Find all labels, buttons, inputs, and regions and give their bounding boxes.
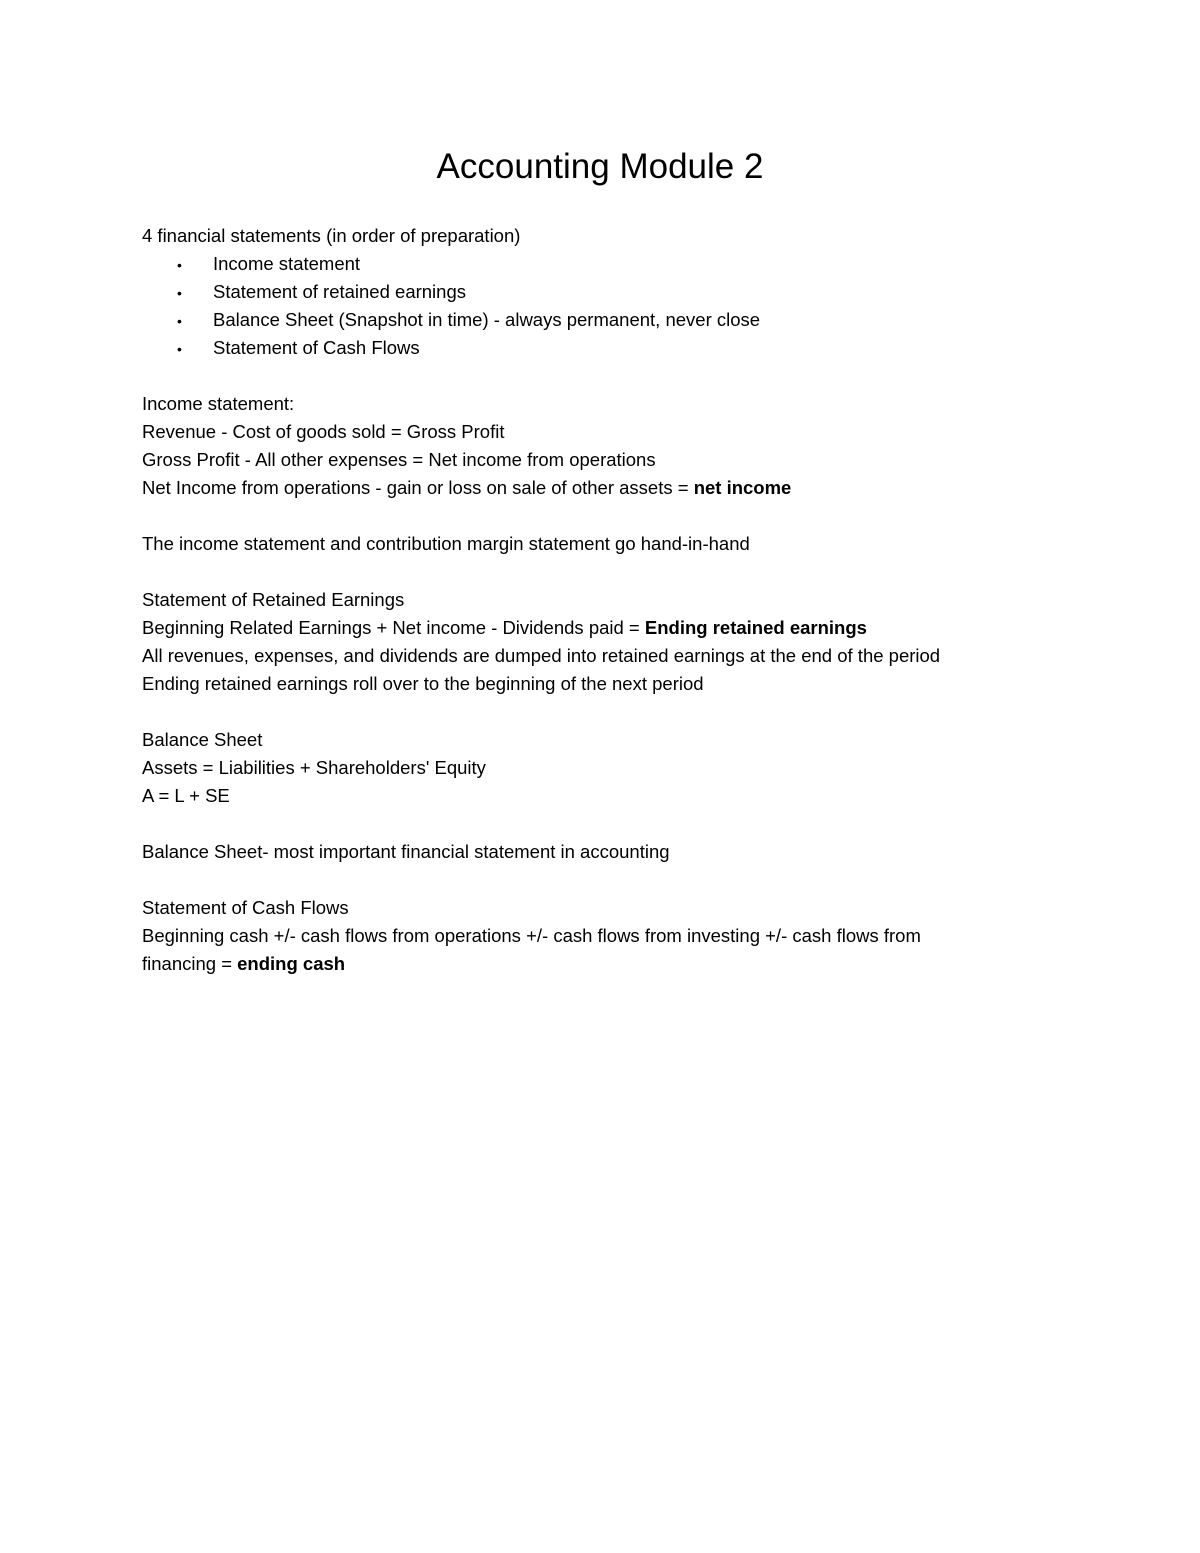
list-item <box>142 278 1042 306</box>
balance-note: Balance Sheet- most important financial statement in accounting <box>142 841 670 862</box>
retained-line-1 <box>142 614 1042 642</box>
ending-cash-emphasis: ending cash <box>237 953 346 974</box>
list-item <box>142 334 1042 362</box>
spacer <box>142 502 1042 530</box>
list-item-text: Statement of Cash Flows <box>213 337 420 358</box>
cashflows-heading: Statement of Cash Flows <box>142 897 349 918</box>
cashflows-line-2 <box>142 950 1042 978</box>
statements-list <box>142 250 1042 362</box>
retained-line-1-text: Beginning Related Earnings + Net income - Dividends paid = <box>142 617 645 638</box>
retained-line-2: All revenues, expenses, and dividends are dumped into retained earnings at the end of the period <box>142 645 941 666</box>
spacer <box>142 698 1042 726</box>
balance-line-2: A = L + SE <box>142 785 230 806</box>
retained-heading: Statement of Retained Earnings <box>142 589 405 610</box>
contribution-note: The income statement and contribution margin statement go hand-in-hand <box>142 533 750 554</box>
income-heading: Income statement: <box>142 393 295 414</box>
balance-heading: Balance Sheet <box>142 729 263 750</box>
bullet-icon: • <box>177 313 182 329</box>
list-item-text: Statement of retained earnings <box>213 281 466 302</box>
balance-line-1: Assets = Liabilities + Shareholders' Equity <box>142 757 486 778</box>
cashflows-line-1: Beginning cash +/- cash flows from operations +/- cash flows from investing +/- cash flows from <box>142 925 921 946</box>
list-item <box>142 306 1042 334</box>
document-body <box>142 222 1042 978</box>
list-item-text: Balance Sheet (Snapshot in time) - always permanent, never close <box>213 309 761 330</box>
intro-text: 4 financial statements (in order of preparation) <box>142 225 521 246</box>
cashflows-line-2-text: financing = <box>142 953 238 974</box>
list-item <box>142 250 1042 278</box>
bullet-icon: • <box>177 257 182 273</box>
income-line-1: Revenue - Cost of goods sold = Gross Profit <box>142 421 505 442</box>
income-line-3 <box>142 474 1042 502</box>
net-income-emphasis: net income <box>693 477 792 498</box>
ending-retained-emphasis: Ending retained earnings <box>644 617 867 638</box>
spacer <box>142 866 1042 894</box>
income-line-3-text: Net Income from operations - gain or loss on sale of other assets = <box>142 477 694 498</box>
spacer <box>142 810 1042 838</box>
income-line-2: Gross Profit - All other expenses = Net income from operations <box>142 449 656 470</box>
list-item-text: Income statement <box>213 253 361 274</box>
bullet-icon: • <box>177 341 182 357</box>
spacer <box>142 362 1042 390</box>
bullet-icon: • <box>177 285 182 301</box>
spacer <box>142 558 1042 586</box>
page-title: Accounting Module 2 <box>436 147 764 186</box>
retained-line-3: Ending retained earnings roll over to the beginning of the next period <box>142 673 704 694</box>
